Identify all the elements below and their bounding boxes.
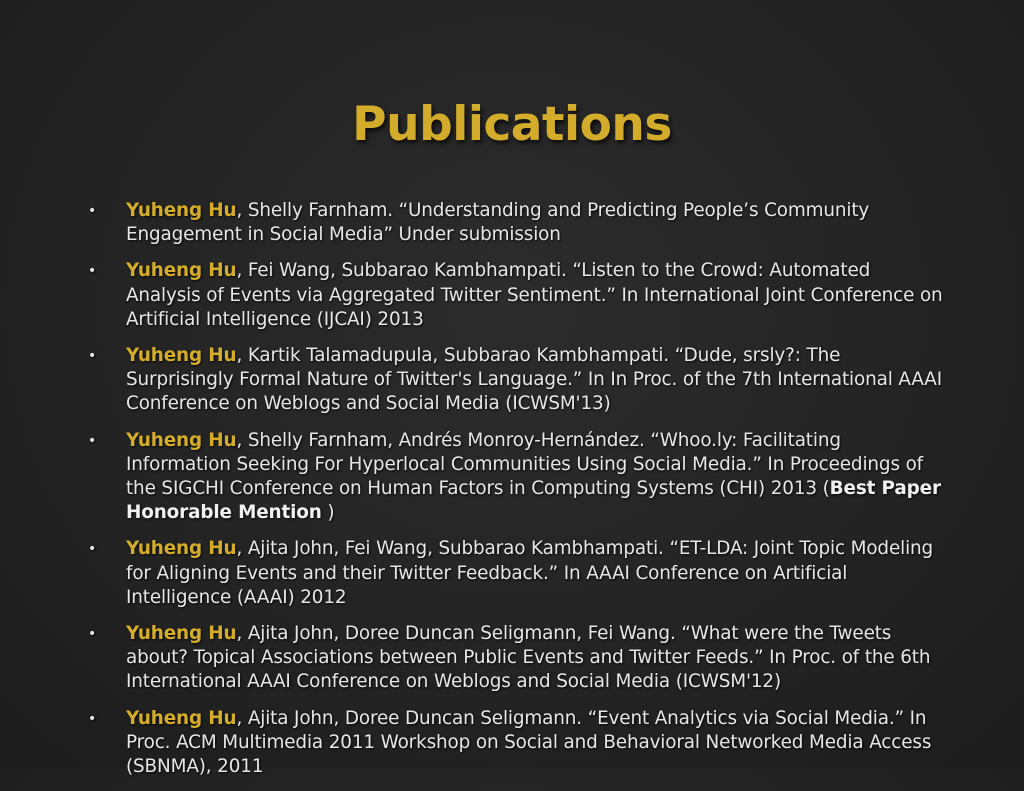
- publication-text: , Shelly Farnham, Andrés Monroy-Hernández. “Whoo.ly: Facilitating Information Seeking For Hyperlocal Communities Using Social Media.” In Proceedings of the SIGCHI Conference on Human Factors in Computing Systems (CHI) 2013 (: [126, 429, 923, 500]
- publication-author: Yuheng Hu: [126, 429, 237, 451]
- publication-item: [88, 344, 948, 417]
- publication-author: Yuheng Hu: [126, 623, 237, 645]
- publication-list: [88, 199, 948, 791]
- publication-text: , Kartik Talamadupula, Subbarao Kambhampati. “Dude, srsly?: The Surprisingly Formal Nature of Twitter's Language.” In In Proc. of the 7th International AAAI Conference on Weblogs and Social Media (ICWSM'13): [126, 345, 942, 415]
- publication-author: Yuheng Hu: [126, 345, 237, 367]
- bullet-icon: •: [88, 203, 97, 219]
- bullet-icon: •: [88, 541, 97, 558]
- publication-author: Yuheng Hu: [126, 260, 237, 282]
- slide-title: Publications: [352, 97, 672, 152]
- publication-text: , Shelly Farnham. “Understanding and Predicting People’s Community Engagement in Social Media” Under submission: [126, 200, 870, 246]
- publication-text: , Ajita John, Doree Duncan Seligmann, Fei Wang. “What were the Tweets about? Topical Associations between Public Events and Twitter Feeds.” In Proc. of the 6th International AAAI Conference on Weblogs and Social Media (ICWSM'12): [126, 623, 931, 693]
- publication-item: [88, 259, 948, 332]
- publication-text: , Fei Wang, Subbarao Kambhampati. “Listen to the Crowd: Automated Analysis of Events via Aggregated Twitter Sentiment.” In International Joint Conference on Artificial Intelligence (IJCAI) 2013: [126, 260, 943, 330]
- publication-item: [88, 199, 948, 247]
- publication-item: [88, 707, 948, 780]
- bullet-icon: •: [88, 432, 97, 449]
- publication-item: [88, 537, 948, 610]
- bullet-icon: •: [88, 626, 97, 643]
- publication-text: , Ajita John, Doree Duncan Seligmann. “Event Analytics via Social Media.” In Proc. ACM Multimedia 2011 Workshop on Social and Behavioral Networked Media Access (SBNMA), 2011: [126, 707, 932, 778]
- publication-item: [88, 429, 948, 526]
- publication-item: [88, 622, 948, 695]
- bullet-icon: •: [88, 710, 97, 727]
- publication-award: Best Paper Honorable Mention: [126, 478, 941, 524]
- publication-text: , Ajita John, Fei Wang, Subbarao Kambhampati. “ET-LDA: Joint Topic Modeling for Aligning Events and their Twitter Feedback.” In AAAI Conference on Artificial Intelligence (AAAI) 2012: [126, 538, 934, 608]
- bullet-icon: •: [88, 263, 97, 280]
- publication-author: Yuheng Hu: [126, 707, 237, 729]
- publication-author: Yuheng Hu: [126, 200, 237, 221]
- publication-text-after: ): [321, 502, 335, 524]
- publication-author: Yuheng Hu: [126, 538, 237, 560]
- bullet-icon: •: [88, 348, 97, 365]
